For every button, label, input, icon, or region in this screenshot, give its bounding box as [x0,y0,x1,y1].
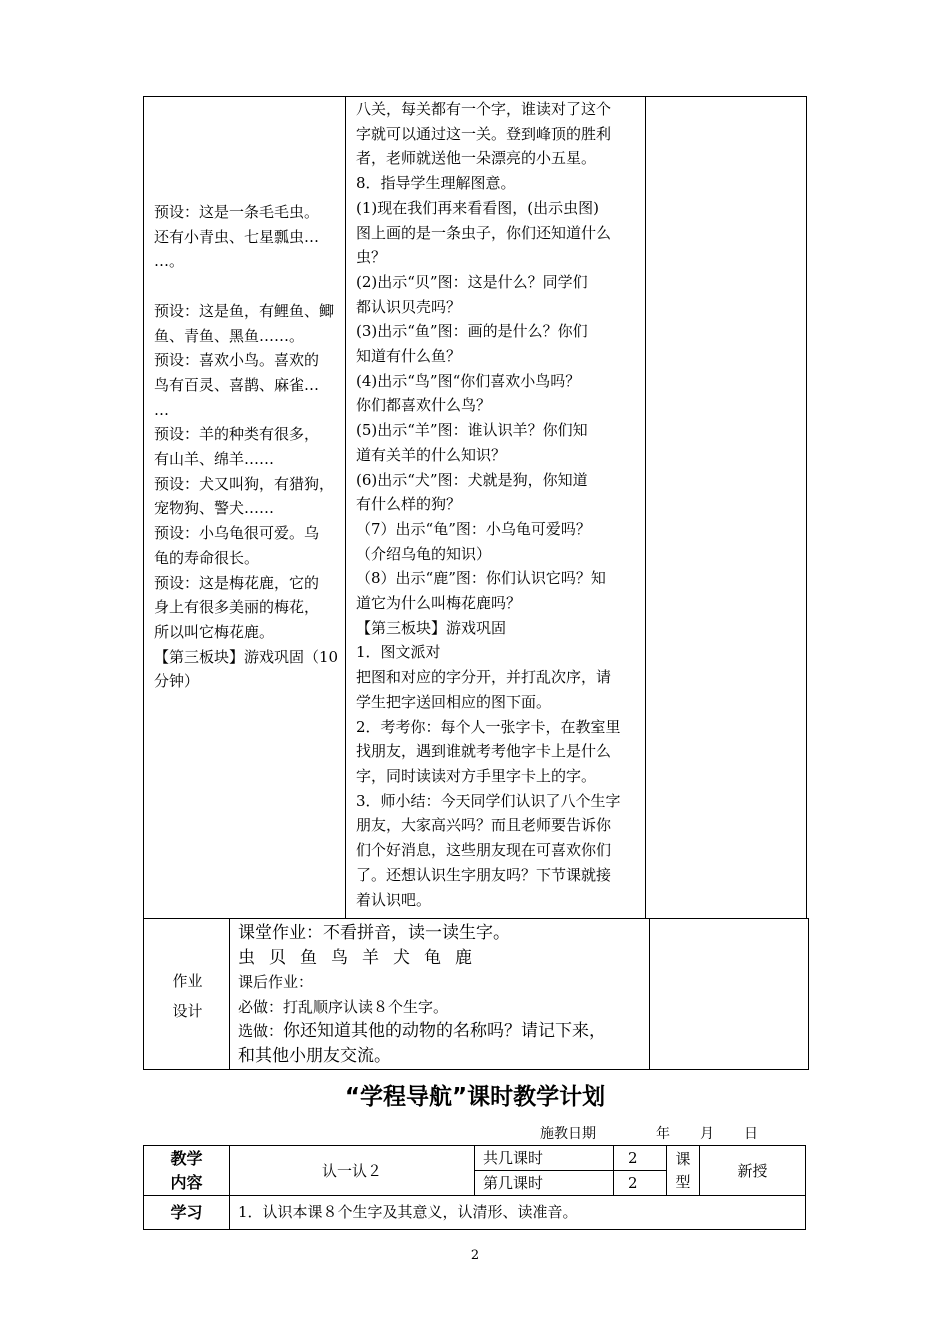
table1-left-line [154,274,344,299]
char-niao: 鸟 [331,947,348,968]
homework-optional-prefix: 选做： [238,1022,284,1040]
homework-optional-text: 你还知道其他的动物的名称吗？请记下来， [283,1021,607,1041]
table1-middle-line: 找朋友，遇到谁就考考他字卡上是什么 [356,742,612,761]
table1-left-line: 预设：这是鱼，有鲤鱼、鲫 [154,301,335,320]
table1-middle-line: 8．指导学生理解图意。 [356,174,516,193]
table1-middle-line: 道它为什么叫梅花鹿吗？ [356,594,522,613]
table1-left-line: 还有小青虫、七星瓢虫… [154,227,320,246]
char-chong: 虫 [238,947,255,968]
table1-middle-line: 字，同时读读对方手里字卡上的字。 [356,766,597,785]
char-yang: 羊 [362,947,379,968]
teaching-content-label-line2: 内容 [170,1172,203,1192]
homework-classwork: 课堂作业：不看拼音，读一读生字。 [238,923,510,943]
page-number: 2 [470,1248,480,1263]
char-bei: 贝 [269,947,286,968]
table1-left-line: 预设：这是一条毛毛虫。 [154,203,320,221]
lesson-type-label-cell [666,1145,700,1196]
char-yu: 鱼 [300,947,317,968]
table1-middle-line: 1．图文派对 [356,643,441,662]
plan-title: “学程导航”课时教学计划 [344,1084,606,1110]
date-row [540,1123,758,1143]
table1-middle-line: 你们都喜欢什么鸟？ [356,396,492,415]
table1-left-line: 龟的寿命很长。 [154,548,260,567]
table1-left-line: 身上有很多美丽的梅花， [154,598,320,617]
study-label: 学习 [143,1195,230,1230]
table1-left-line: 预设：羊的种类有很多， [154,425,320,444]
table1-middle-line: 2．考考你：每个人一张字卡，在教室里 [356,717,621,736]
homework-label-cell [143,918,230,1070]
homework-content [238,921,648,1068]
table1-left-line: 预设：小乌龟很可爱。乌 [154,524,320,543]
table1-right-cell [645,96,807,919]
table1-middle-line: 虫？ [356,248,387,267]
date-day: 日 [744,1126,758,1142]
table1-middle-line: 了。还想认识生字朋友吗？下节课就接 [356,865,612,884]
table1-middle-cell [345,96,646,919]
homework-label-line2: 设计 [172,1002,203,1020]
table1-middle-line: （8）出示“鹿”图：你们认识它吗？知 [356,569,606,588]
table1-middle-line: 图上画的是一条虫子，你们还知道什么 [356,223,612,242]
table1-left-text [154,200,344,694]
nth-lesson-label: 第几课时 [474,1170,614,1196]
lesson-type-label-line2: 型 [675,1172,691,1191]
date-label: 施教日期 [540,1126,596,1142]
table1-left-line: 分钟） [154,672,200,691]
table1-left-line: …。 [154,252,185,271]
lesson-type-value: 新授 [699,1145,806,1196]
table1-left-line: 鸟有百灵、喜鹊、麻雀… [154,375,320,394]
table1-middle-line: (2)出示“贝”图：这是什么？同学们 [356,272,588,291]
table1-middle-line: 【第三板块】游戏巩固 [356,618,507,637]
lesson-type-label [675,1148,690,1194]
homework-optional-continued: 和其他小朋友交流。 [238,1045,391,1066]
table1-left-line: 预设：这是梅花鹿，它的 [154,573,320,592]
nth-lesson-value: 2 [613,1170,667,1196]
homework-content-cell [229,918,650,1070]
table1-middle-line: 着认识吧。 [356,890,432,909]
table1-left-cell [143,96,346,919]
table1-middle-line: (6)出示“犬”图：犬就是狗，你知道 [356,470,588,489]
table1-middle-line: 把图和对应的字分开，并打乱次序，请 [356,668,612,687]
date-year: 年 [656,1126,670,1142]
table1-middle-line: 道有关羊的什么知识？ [356,445,507,464]
table1-middle-line: 3．师小结：今天同学们认识了八个生字 [356,791,621,810]
teaching-content-label-line1: 教学 [170,1148,203,1168]
char-quan: 犬 [393,947,410,968]
table1-left-line: 宠物狗、警犬…… [154,499,275,518]
total-lessons-value: 2 [613,1145,667,1171]
study-goal: 1．认识本课８个生字及其意义，认清形、读准音。 [229,1195,806,1230]
homework-characters [238,946,648,971]
table1-middle-line: （介绍乌龟的知识） [356,544,492,563]
homework-afterclass: 课后作业： [238,973,314,991]
table1-left-line: … [154,400,169,419]
homework-right-cell [649,918,809,1070]
teaching-content-value: 认一认２ [229,1145,475,1196]
table1-middle-line: (1)现在我们再来看看图，(出示虫图) [356,198,599,217]
table1-left-line: 预设：喜欢小鸟。喜欢的 [154,351,320,370]
lesson-type-label-line1: 课 [675,1149,691,1168]
table1-middle-line: 朋友，大家高兴吗？而且老师要告诉你 [356,816,612,835]
table1-middle-line: 有什么样的狗？ [356,495,462,514]
table1-left-line: 【第三板块】游戏巩固（10 [154,647,339,666]
date-month: 月 [700,1126,714,1142]
char-lu: 鹿 [455,947,472,968]
table1-middle-line: 者，老师就送他一朵漂亮的小五星。 [356,149,597,168]
total-lessons-label: 共几课时 [474,1145,614,1171]
table1-middle-line: 八关，每关都有一个字，谁读对了这个 [356,100,612,118]
table1-left-line: 鱼、青鱼、黑鱼……。 [154,326,305,345]
table1-middle-line: (4)出示“鸟”图“你们喜欢小鸟吗？ [356,371,581,390]
table1-left-line: 预设：犬又叫狗，有猎狗， [154,474,335,493]
table1-middle-text [356,97,646,912]
table1-left-line: 有山羊、绵羊…… [154,450,275,469]
homework-label-line1: 作业 [172,972,203,990]
homework-optional [238,1019,648,1044]
table1-middle-line: (5)出示“羊”图：谁认识羊？你们知 [356,421,588,440]
table1-middle-line: 都认识贝壳吗？ [356,297,462,316]
teaching-content-label [170,1147,202,1195]
table1-middle-line: 学生把字送回相应的图下面。 [356,692,552,711]
homework-required: 必做：打乱顺序认读８个生字。 [238,997,449,1016]
table1-middle-line: 字就可以通过这一关。登到峰顶的胜利 [356,124,612,143]
char-gui: 龟 [424,947,441,968]
table1-left-line: 所以叫它梅花鹿。 [154,622,275,641]
teaching-content-label-cell [143,1145,230,1196]
table1-middle-line: (3)出示“鱼”图：画的是什么？你们 [356,322,588,341]
table1-middle-line: 知道有什么鱼？ [356,347,462,366]
table1-middle-line: （7）出示“龟”图：小乌龟可爱吗？ [356,519,591,538]
homework-label [144,966,231,1026]
table1-middle-line: 们个好消息，这些朋友现在可喜欢你们 [356,841,612,860]
